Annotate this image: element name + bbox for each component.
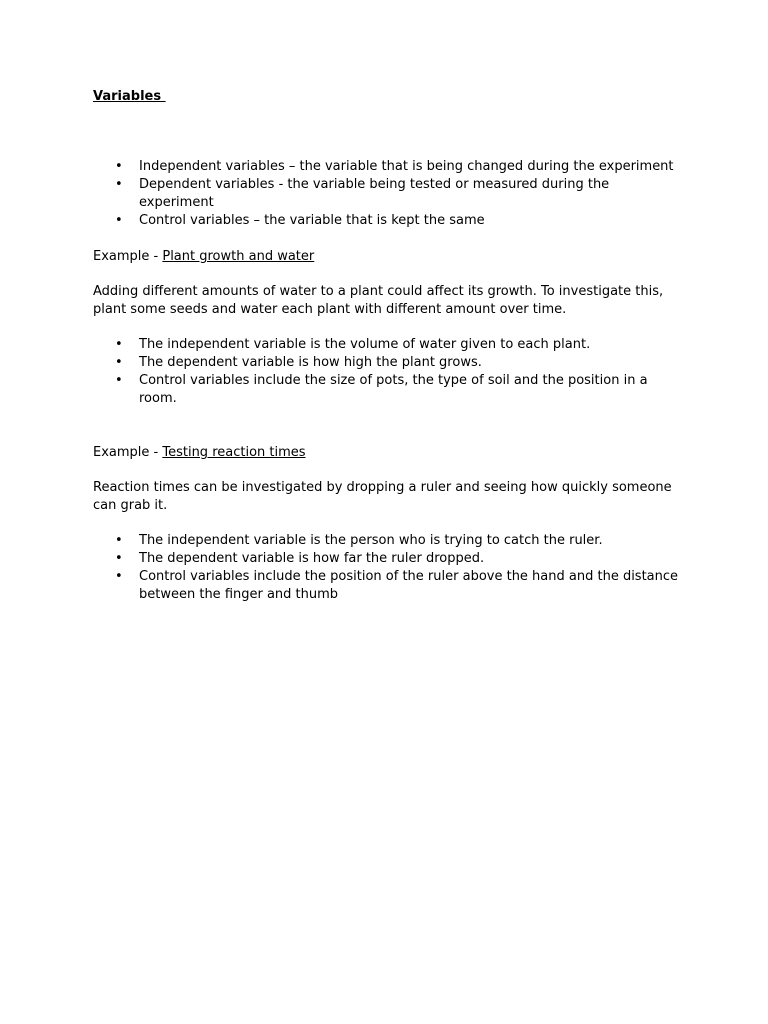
example1-heading: [93, 248, 683, 266]
list-item: [93, 336, 683, 354]
list-item-text: The dependent variable is how high the plant grows.: [139, 355, 482, 370]
bullet-icon: •: [115, 551, 123, 566]
list-item: [93, 568, 683, 604]
bullet-icon: •: [115, 533, 123, 548]
bullet-icon: •: [115, 159, 123, 174]
bullet-icon: •: [115, 569, 123, 584]
list-item: [93, 372, 683, 408]
example1-paragraph-text: Adding different amounts of water to a plant could affect its growth. To investigate this, plant some seeds and water each plant with different amount over time.: [93, 284, 664, 317]
bullet-icon: •: [115, 373, 123, 388]
example1-paragraph: [93, 283, 683, 319]
list-item: [93, 212, 683, 230]
list-item: [93, 354, 683, 372]
intro-bullet-list: [93, 158, 683, 230]
example2-title: Testing reaction times: [162, 445, 306, 460]
example1-prefix: Example -: [93, 249, 163, 264]
bullet-icon: •: [115, 213, 123, 228]
list-item-text: The independent variable is the person who is trying to catch the ruler.: [139, 533, 603, 548]
list-item: [93, 176, 683, 212]
list-item-text: Independent variables – the variable that is being changed during the experiment: [139, 159, 674, 174]
list-item-text: Control variables include the position of the ruler above the hand and the distance between the finger and thumb: [139, 569, 679, 602]
list-item-text: The dependent variable is how far the ruler dropped.: [139, 551, 485, 566]
list-item-text: Dependent variables - the variable being tested or measured during the experiment: [139, 177, 610, 210]
bullet-icon: •: [115, 177, 123, 192]
example2-bullet-list: [93, 532, 683, 604]
example2-heading: [93, 444, 683, 462]
list-item-text: The independent variable is the volume of water given to each plant.: [139, 337, 591, 352]
list-item: [93, 550, 683, 568]
example2-prefix: Example -: [93, 445, 163, 460]
example1-bullet-list: [93, 336, 683, 408]
example2-paragraph: [93, 479, 683, 515]
list-item-text: Control variables include the size of pots, the type of soil and the position in a room.: [139, 373, 648, 406]
example2-paragraph-text: Reaction times can be investigated by dropping a ruler and seeing how quickly someone can grab it.: [93, 480, 672, 513]
bullet-icon: •: [115, 337, 123, 352]
list-item: [93, 532, 683, 550]
document-title: Variables: [93, 89, 166, 104]
bullet-icon: •: [115, 355, 123, 370]
list-item-text: Control variables – the variable that is kept the same: [139, 213, 485, 228]
list-item: [93, 158, 683, 176]
example1-title: Plant growth and water: [162, 249, 315, 264]
